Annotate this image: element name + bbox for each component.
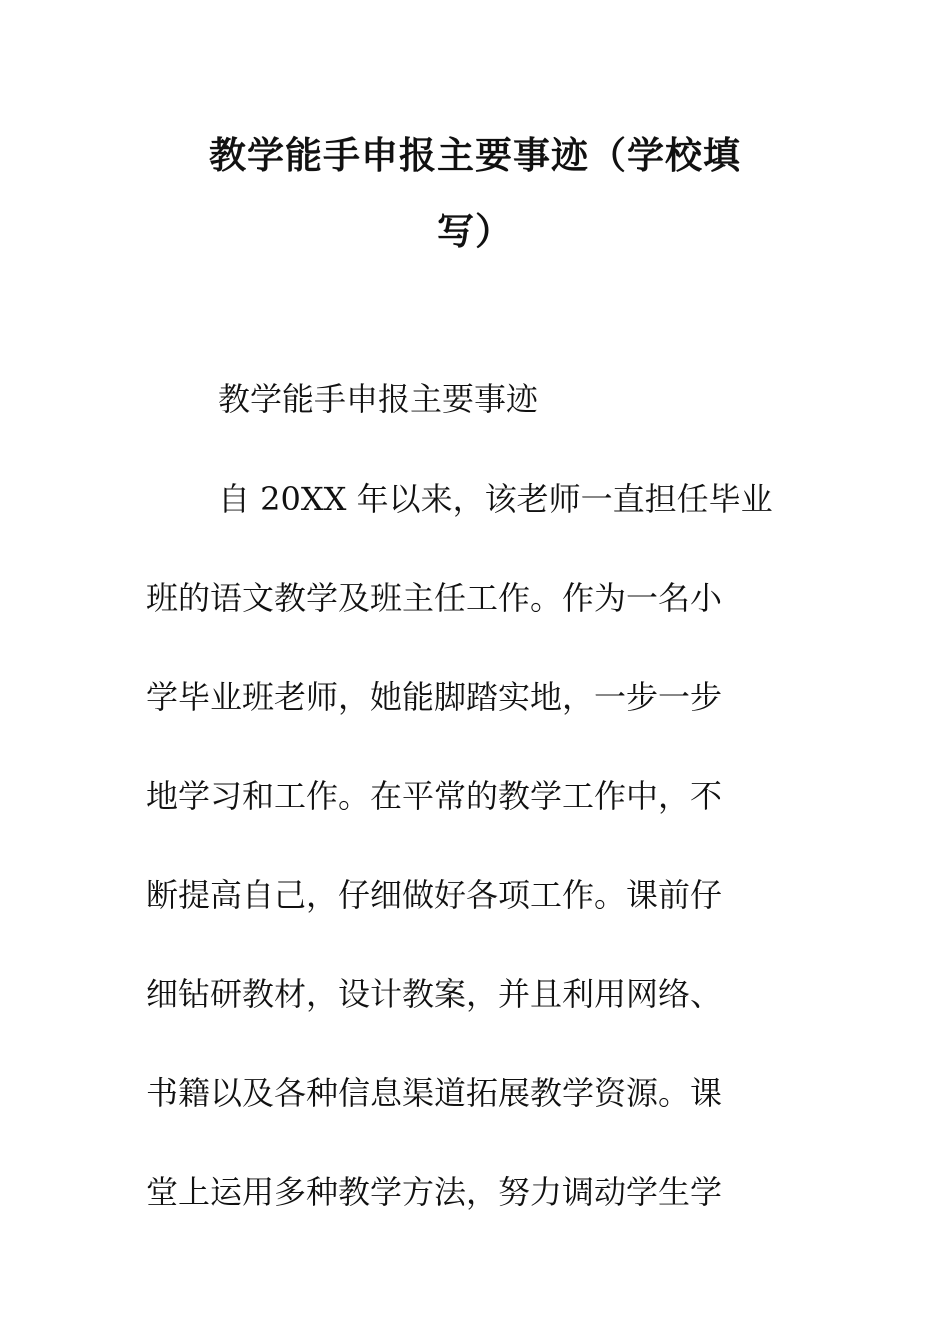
- title-line-1: 教学能手申报主要事迹（学校填: [209, 134, 741, 177]
- paragraph-line: 学毕业班老师，她能脚踏实地，一步一步: [146, 678, 723, 716]
- paragraph-line: 断提高自己，仔细做好各项工作。课前仔: [146, 876, 723, 914]
- paragraph-line: 书籍以及各种信息渠道拓展教学资源。课: [146, 1074, 723, 1112]
- paragraph-line: 堂上运用多种教学方法，努力调动学生学: [146, 1173, 723, 1211]
- document-title: [150, 118, 800, 270]
- paragraph-line: 地学习和工作。在平常的教学工作中，不: [146, 777, 723, 815]
- paragraph-line: 班的语文教学及班主任工作。作为一名小: [146, 579, 723, 617]
- paragraph-line: 细钻研教材，设计教案，并且利用网络、: [146, 975, 723, 1013]
- section-heading: 教学能手申报主要事迹: [218, 380, 539, 418]
- title-line-2: 写）: [437, 210, 513, 253]
- paragraph-line: 自 20XX 年以来，该老师一直担任毕业: [218, 480, 773, 518]
